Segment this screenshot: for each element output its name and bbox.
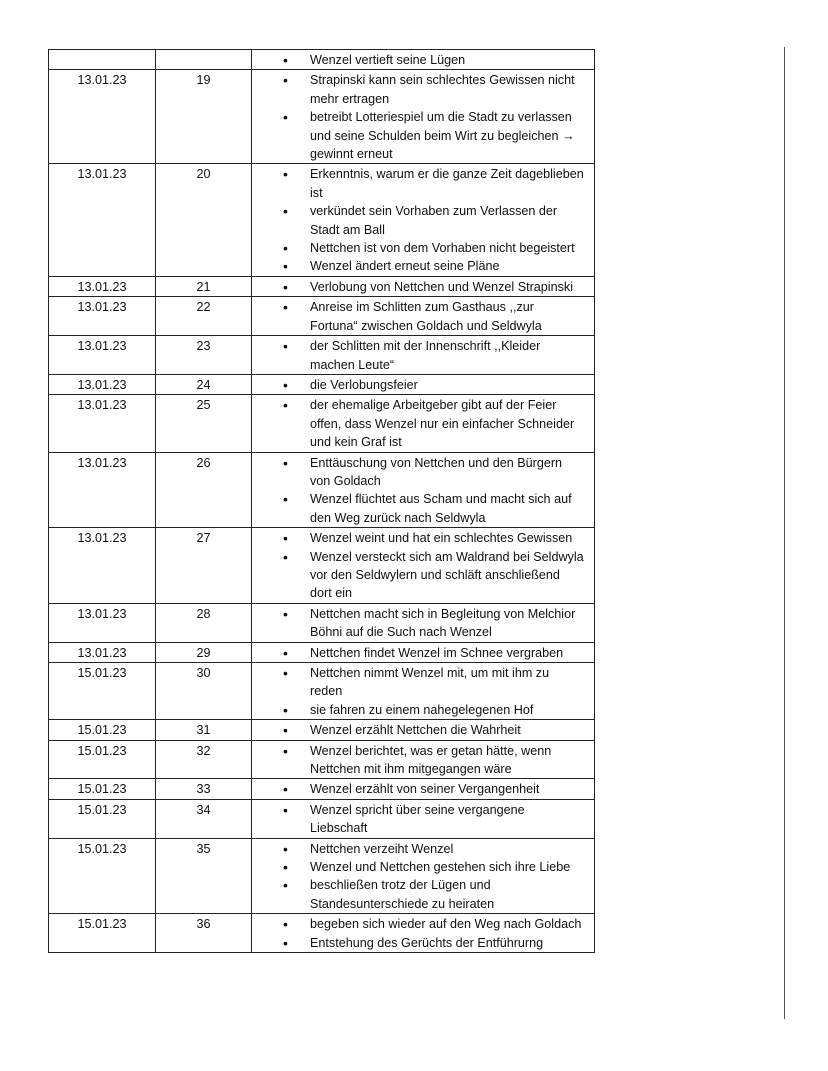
event-list-item: • verkündet sein Vorhaben zum Verlassen der Stadt am Ball (252, 202, 594, 239)
table-row (49, 914, 595, 953)
event-list-item: • Wenzel flüchtet aus Scham und macht sich auf den Weg zurück nach Seldwyla (252, 490, 594, 527)
chapter-number-cell: 26 (156, 452, 252, 528)
table-row (49, 297, 595, 336)
events-cell (252, 603, 595, 642)
event-list-item: • Nettchen findet Wenzel im Schnee vergraben (252, 644, 594, 662)
events-cell (252, 50, 595, 70)
table-row (49, 452, 595, 528)
date-cell: 13.01.23 (49, 395, 156, 452)
chapter-number-cell: 21 (156, 276, 252, 296)
chapter-number-cell: 34 (156, 799, 252, 838)
table-row (49, 663, 595, 720)
chapter-number-cell: 28 (156, 603, 252, 642)
event-list (252, 721, 594, 739)
event-list (252, 165, 594, 275)
events-cell (252, 395, 595, 452)
chapter-number-cell: 35 (156, 838, 252, 914)
event-list-item: • Erkenntnis, warum er die ganze Zeit dageblieben ist (252, 165, 594, 202)
table-row (49, 603, 595, 642)
event-list-item: • Wenzel erzählt Nettchen die Wahrheit (252, 721, 594, 739)
events-cell (252, 528, 595, 604)
event-list-item: • betreibt Lotteriespiel um die Stadt zu verlassen und seine Schulden beim Wirt zu begleichen → gewinnt erneut (252, 108, 594, 163)
event-list (252, 298, 594, 335)
event-list (252, 376, 594, 394)
event-list-item: • beschließen trotz der Lügen und Standesunterschiede zu heiraten (252, 876, 594, 913)
table-row (49, 838, 595, 914)
date-cell: 13.01.23 (49, 642, 156, 662)
event-list (252, 278, 594, 296)
event-list-item: • Enttäuschung von Nettchen und den Bürgern von Goldach (252, 454, 594, 491)
event-list-item: • Wenzel erzählt von seiner Vergangenheit (252, 780, 594, 798)
events-cell (252, 336, 595, 375)
events-cell (252, 70, 595, 164)
event-list-item: • Wenzel versteckt sich am Waldrand bei Seldwyla vor den Seldwylern und schläft anschließend dort ein (252, 548, 594, 603)
chapter-number-cell: 27 (156, 528, 252, 604)
table-row (49, 336, 595, 375)
event-list-item: • Nettchen ist von dem Vorhaben nicht begeistert (252, 239, 594, 257)
event-list-item: • der ehemalige Arbeitgeber gibt auf der Feier offen, dass Wenzel nur ein einfacher Schneider und kein Graf ist (252, 396, 594, 451)
table-row (49, 799, 595, 838)
date-cell: 13.01.23 (49, 452, 156, 528)
event-list (252, 742, 594, 779)
events-cell (252, 642, 595, 662)
table-row (49, 50, 595, 70)
event-list (252, 780, 594, 798)
chapter-number-cell: 22 (156, 297, 252, 336)
event-list-item: • der Schlitten mit der Innenschrift ,,Kleider machen Leute“ (252, 337, 594, 374)
chapter-number-cell: 24 (156, 374, 252, 394)
event-list-item: • Verlobung von Nettchen und Wenzel Strapinski (252, 278, 594, 296)
table-row (49, 740, 595, 779)
event-list-item: • Wenzel weint und hat ein schlechtes Gewissen (252, 529, 594, 547)
event-list (252, 337, 594, 374)
reading-log-body (49, 50, 595, 953)
table-row (49, 276, 595, 296)
date-cell: 15.01.23 (49, 663, 156, 720)
event-list (252, 529, 594, 603)
chapter-number-cell: 29 (156, 642, 252, 662)
table-row (49, 395, 595, 452)
chapter-number-cell: 25 (156, 395, 252, 452)
event-list (252, 664, 594, 719)
events-cell (252, 779, 595, 799)
event-list (252, 915, 594, 952)
event-list-item: • Nettchen verzeiht Wenzel (252, 840, 594, 858)
chapter-number-cell: 33 (156, 779, 252, 799)
date-cell: 15.01.23 (49, 914, 156, 953)
event-list-item: • Wenzel spricht über seine vergangene Liebschaft (252, 801, 594, 838)
events-cell (252, 838, 595, 914)
events-cell (252, 663, 595, 720)
page-margin-line (784, 47, 785, 1019)
date-cell: 13.01.23 (49, 336, 156, 375)
chapter-number-cell: 36 (156, 914, 252, 953)
chapter-number-cell: 20 (156, 164, 252, 276)
events-cell (252, 297, 595, 336)
chapter-number-cell: 32 (156, 740, 252, 779)
events-cell (252, 720, 595, 740)
date-cell: 15.01.23 (49, 740, 156, 779)
events-cell (252, 374, 595, 394)
event-list (252, 51, 594, 69)
date-cell: 13.01.23 (49, 528, 156, 604)
event-list (252, 396, 594, 451)
table-row (49, 164, 595, 276)
table-row (49, 720, 595, 740)
date-cell: 15.01.23 (49, 799, 156, 838)
event-list (252, 840, 594, 914)
date-cell: 13.01.23 (49, 276, 156, 296)
date-cell: 15.01.23 (49, 779, 156, 799)
event-list-item: • Wenzel vertieft seine Lügen (252, 51, 594, 69)
chapter-number-cell: 23 (156, 336, 252, 375)
event-list-item: • die Verlobungsfeier (252, 376, 594, 394)
event-list-item: • Anreise im Schlitten zum Gasthaus ,,zur Fortuna“ zwischen Goldach und Seldwyla (252, 298, 594, 335)
date-cell (49, 50, 156, 70)
event-list (252, 605, 594, 642)
table-row (49, 374, 595, 394)
date-cell: 13.01.23 (49, 603, 156, 642)
date-cell: 13.01.23 (49, 297, 156, 336)
event-list-item: • Wenzel ändert erneut seine Pläne (252, 257, 594, 275)
event-list-item: • Wenzel berichtet, was er getan hätte, wenn Nettchen mit ihm mitgegangen wäre (252, 742, 594, 779)
chapter-number-cell (156, 50, 252, 70)
chapter-number-cell: 31 (156, 720, 252, 740)
event-list (252, 71, 594, 163)
events-cell (252, 164, 595, 276)
event-list-item: • Nettchen macht sich in Begleitung von Melchior Böhni auf die Such nach Wenzel (252, 605, 594, 642)
date-cell: 13.01.23 (49, 374, 156, 394)
event-list-item: • Wenzel und Nettchen gestehen sich ihre Liebe (252, 858, 594, 876)
events-cell (252, 452, 595, 528)
date-cell: 13.01.23 (49, 70, 156, 164)
table-row (49, 779, 595, 799)
events-cell (252, 799, 595, 838)
event-list-item: • Entstehung des Gerüchts der Entführurng (252, 934, 594, 952)
event-list-item: • Strapinski kann sein schlechtes Gewissen nicht mehr ertragen (252, 71, 594, 108)
event-list (252, 454, 594, 528)
event-list-item: • sie fahren zu einem nahegelegenen Hof (252, 701, 594, 719)
date-cell: 13.01.23 (49, 164, 156, 276)
events-cell (252, 914, 595, 953)
event-list (252, 644, 594, 662)
event-list-item: • Nettchen nimmt Wenzel mit, um mit ihm zu reden (252, 664, 594, 701)
event-list (252, 801, 594, 838)
table-row (49, 642, 595, 662)
events-cell (252, 740, 595, 779)
date-cell: 15.01.23 (49, 838, 156, 914)
event-list-item: • begeben sich wieder auf den Weg nach Goldach (252, 915, 594, 933)
chapter-number-cell: 30 (156, 663, 252, 720)
table-row (49, 70, 595, 164)
chapter-number-cell: 19 (156, 70, 252, 164)
date-cell: 15.01.23 (49, 720, 156, 740)
reading-log-table (48, 49, 595, 953)
events-cell (252, 276, 595, 296)
table-row (49, 528, 595, 604)
